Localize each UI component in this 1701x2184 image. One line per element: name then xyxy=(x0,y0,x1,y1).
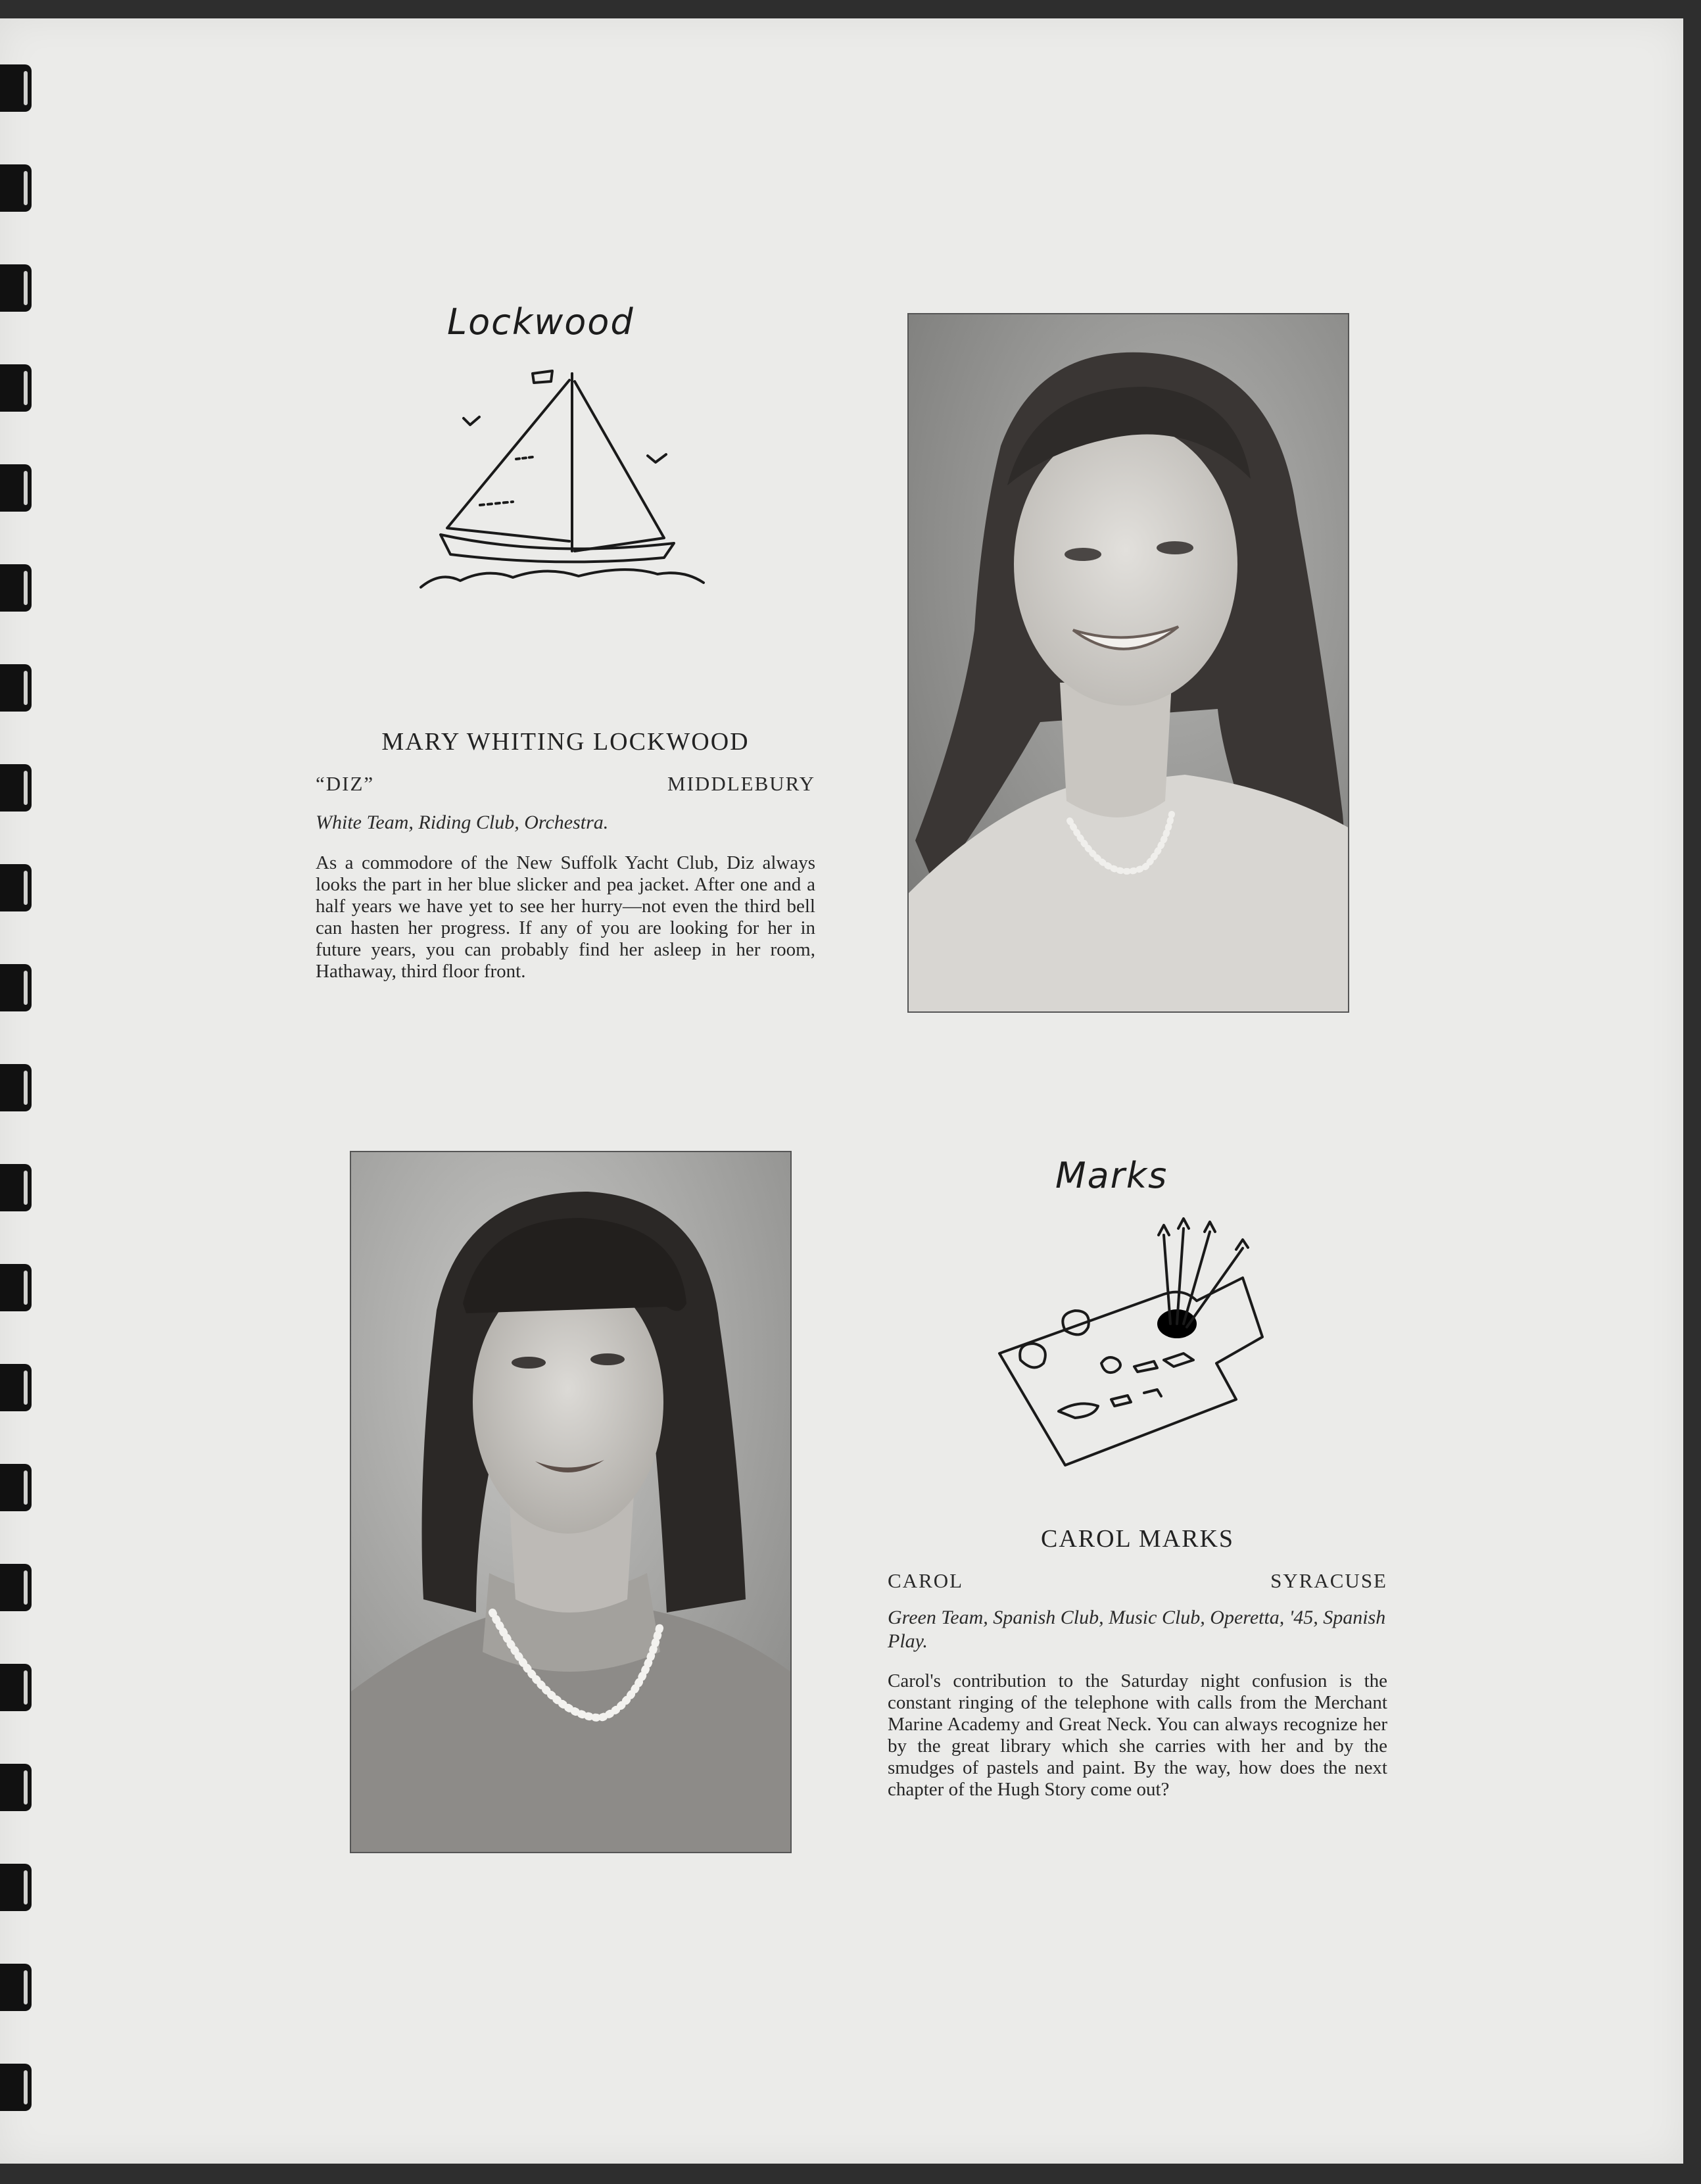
binding-hole xyxy=(0,764,32,812)
binding-hole xyxy=(0,964,32,1011)
sailboat-sketch-icon xyxy=(414,360,710,597)
nickname-marks: CAROL xyxy=(888,1569,964,1592)
yearbook-page xyxy=(0,18,1683,2164)
activities-marks: Green Team, Spanish Club, Music Club, Operetta, '45, Spanish Play. xyxy=(888,1607,1386,1652)
bio-marks: Carol's contribution to the Saturday night confusion is the constant ringing of the telephone with calls from the Merchant Marine Academy and Great Neck. You can always recognize her by the great library which she carries with her and by the smudges of pastels and paint. By the way, how does the next chapter of the Hugh Story come out? xyxy=(888,1670,1387,1800)
bio-lockwood: As a commodore of the New Suffolk Yacht Club, Diz always looks the part in her blue slicker and pea jacket. After one and a half years we have yet to see her hurry—not even the third bell can hasten her progress. If any of you are looking for her in future years, you can probably find her asleep in her room, Hathaway, third floor front. xyxy=(316,852,815,982)
binding-hole xyxy=(0,1764,32,1811)
spiral-binding xyxy=(0,18,39,2164)
binding-hole xyxy=(0,1264,32,1311)
binding-hole xyxy=(0,1364,32,1411)
binding-hole xyxy=(0,1664,32,1711)
binding-hole xyxy=(0,164,32,212)
signature-lockwood: Lockwood xyxy=(447,301,635,343)
palette-sketch-icon xyxy=(986,1202,1276,1478)
binding-hole xyxy=(0,1864,32,1911)
hometown-marks: SYRACUSE xyxy=(1270,1569,1387,1592)
binding-hole xyxy=(0,1564,32,1611)
binding-hole xyxy=(0,2064,32,2111)
nickname-lockwood: “DIZ” xyxy=(316,772,375,795)
binding-hole xyxy=(0,1064,32,1111)
binding-hole xyxy=(0,1164,32,1211)
student-name-lockwood: MARY WHITING LOCKWOOD xyxy=(381,728,750,756)
hometown-lockwood: MIDDLEBURY xyxy=(667,772,815,795)
binding-hole xyxy=(0,364,32,412)
portrait-marks-image xyxy=(351,1152,790,1852)
portrait-photo-marks xyxy=(350,1151,792,1853)
portrait-photo-lockwood xyxy=(907,313,1349,1013)
binding-hole xyxy=(0,264,32,312)
binding-hole xyxy=(0,1464,32,1511)
student-name-marks: CAROL MARKS xyxy=(1040,1525,1235,1553)
binding-hole xyxy=(0,464,32,512)
binding-hole xyxy=(0,664,32,712)
activities-lockwood: White Team, Riding Club, Orchestra. xyxy=(316,812,609,833)
portrait-lockwood-image xyxy=(909,314,1348,1011)
binding-hole xyxy=(0,1964,32,2011)
binding-hole xyxy=(0,864,32,911)
signature-marks: Marks xyxy=(1055,1155,1168,1196)
binding-hole xyxy=(0,564,32,612)
binding-hole xyxy=(0,64,32,112)
